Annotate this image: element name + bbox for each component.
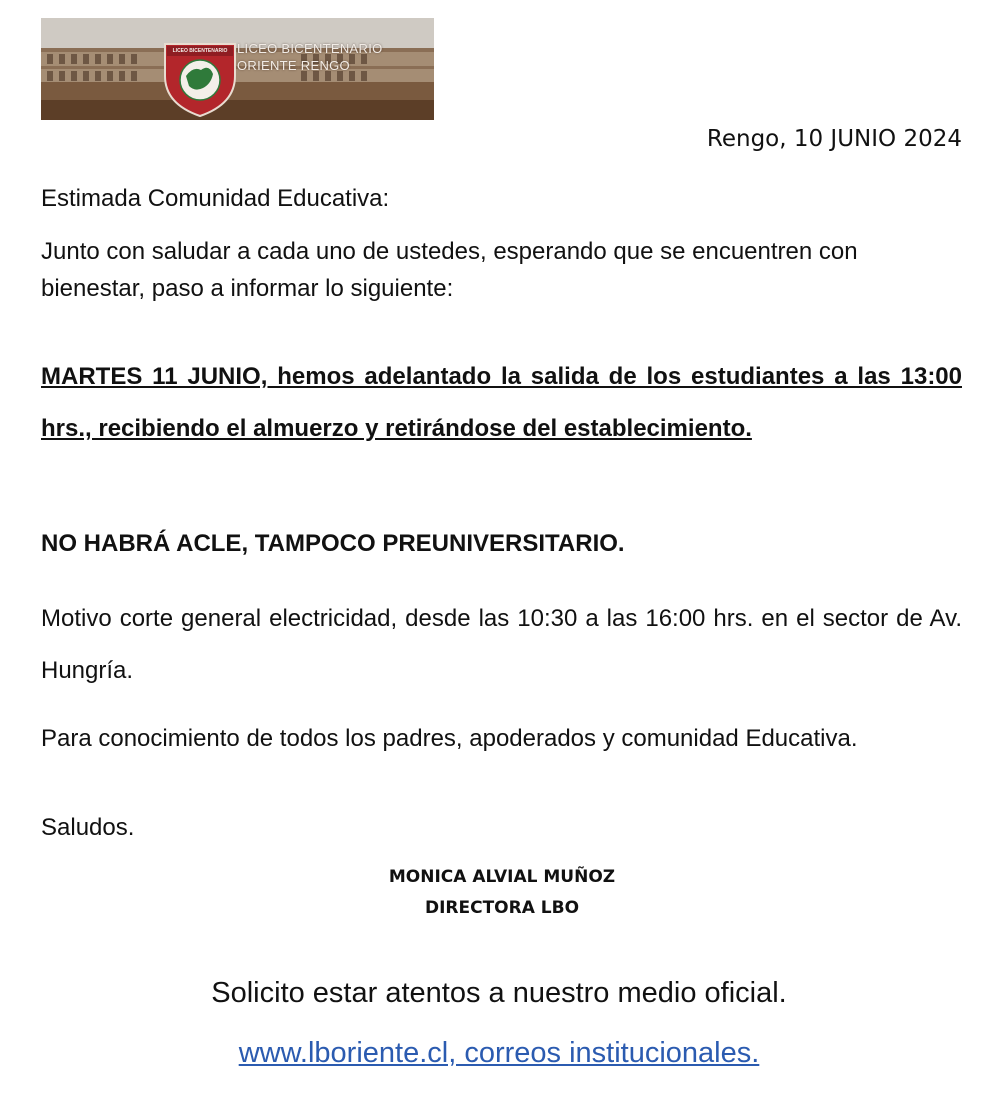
- shield-badge-text: LICEO BICENTENARIO: [172, 48, 228, 54]
- early-dismissal-notice: MARTES 11 JUNIO, hemos adelantado la salida de los estudiantes a las 13:00 hrs., recibiendo el almuerzo y retirándose del establecimiento.: [41, 363, 962, 442]
- power-outage-reason: Motivo corte general electricidad, desde las 10:30 a las 16:00 hrs. en el sector de Av. Hungría.: [41, 605, 962, 684]
- header-banner: [41, 18, 434, 120]
- school-name-line-2: ORIENTE RENGO: [237, 58, 350, 73]
- school-name: [237, 40, 383, 74]
- school-name-line-1: LICEO BICENTENARIO: [237, 41, 383, 56]
- signature-name: MONICA ALVIAL MUÑOZ: [388, 867, 616, 887]
- no-activities-notice: NO HABRÁ ACLE, TAMPOCO PREUNIVERSITARIO.: [41, 530, 625, 557]
- letter-date: Rengo, 10 JUNIO 2024: [706, 126, 962, 152]
- regards: Saludos.: [41, 814, 135, 841]
- intro-paragraph: Junto con saludar a cada uno de ustedes, esperando que se encuentren con bienestar, paso a informar lo siguiente:: [41, 238, 858, 302]
- greeting: Estimada Comunidad Educativa:: [41, 185, 390, 212]
- signature-role: DIRECTORA LBO: [424, 898, 580, 918]
- official-website: [0, 1033, 998, 1073]
- official-media-request: Solicito estar atentos a nuestro medio oficial.: [211, 977, 787, 1009]
- website-link[interactable]: www.lboriente.cl, correos institucionales.: [238, 1037, 760, 1069]
- knowledge-paragraph: Para conocimiento de todos los padres, apoderados y comunidad Educativa.: [41, 725, 858, 752]
- signature-block: [0, 862, 998, 924]
